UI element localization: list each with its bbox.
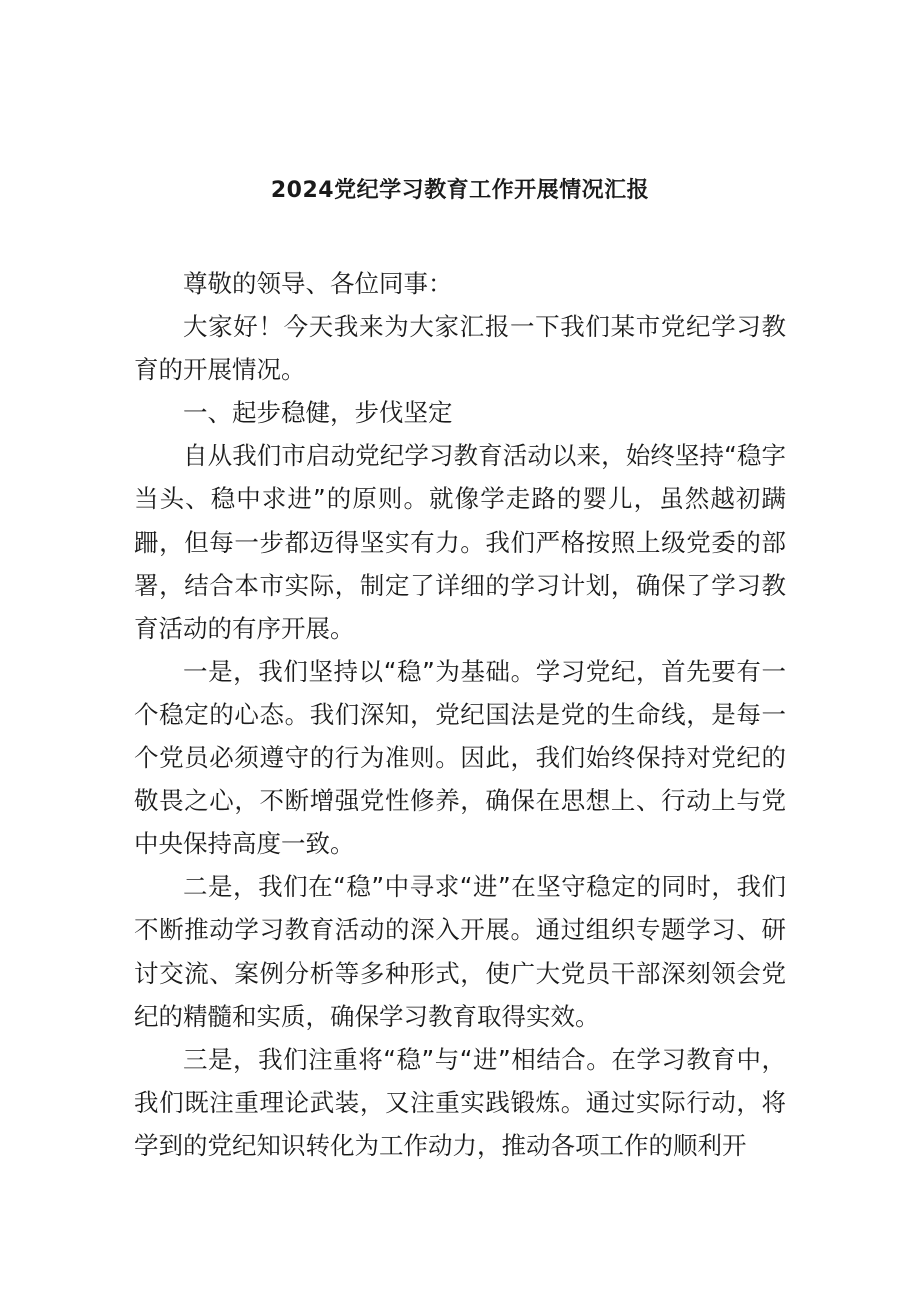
body-paragraph: 一是，我们坚持以“稳”为基础。学习党纪，首先要有一个稳定的心态。我们深知，党纪国法是党的生命线，是每一个党员必须遵守的行为准则。因此，我们始终保持对党纪的敬畏之心，不断增强党性修养，确保在思想上、行动上与党中央保持高度一致。 bbox=[134, 656, 786, 859]
body-paragraph: 三是，我们注重将“稳”与“进”相结合。在学习教育中，我们既注重理论武装，又注重实践锻炼。通过实际行动，将学到的党纪知识转化为工作动力，推动各项工作的顺利开 bbox=[134, 1044, 786, 1160]
body-paragraph: 自从我们市启动党纪学习教育活动以来，始终坚持“稳字当头、稳中求进”的原则。就像学走路的婴儿，虽然越初蹒跚，但每一步都迈得坚实有力。我们严格按照上级党委的部署，结合本市实际，制定了详细的学习计划，确保了学习教育活动的有序开展。 bbox=[134, 441, 786, 643]
salutation-paragraph: 尊敬的领导、各位同事： bbox=[183, 269, 453, 298]
document-body bbox=[134, 262, 786, 1167]
greeting-paragraph: 大家好！今天我来为大家汇报一下我们某市党纪学习教育的开展情况。 bbox=[134, 312, 786, 385]
body-paragraph: 二是，我们在“稳”中寻求“进”在坚守稳定的同时，我们不断推动学习教育活动的深入开展。通过组织专题学习、研讨交流、案例分析等多种形式，使广大党员干部深刻领会党纪的精髓和实质，确保学习教育取得实效。 bbox=[134, 872, 786, 1031]
section-heading: 一、起步稳健，步伐坚定 bbox=[183, 398, 453, 428]
document-title: 2024党纪学习教育工作开展情况汇报 bbox=[270, 178, 650, 203]
